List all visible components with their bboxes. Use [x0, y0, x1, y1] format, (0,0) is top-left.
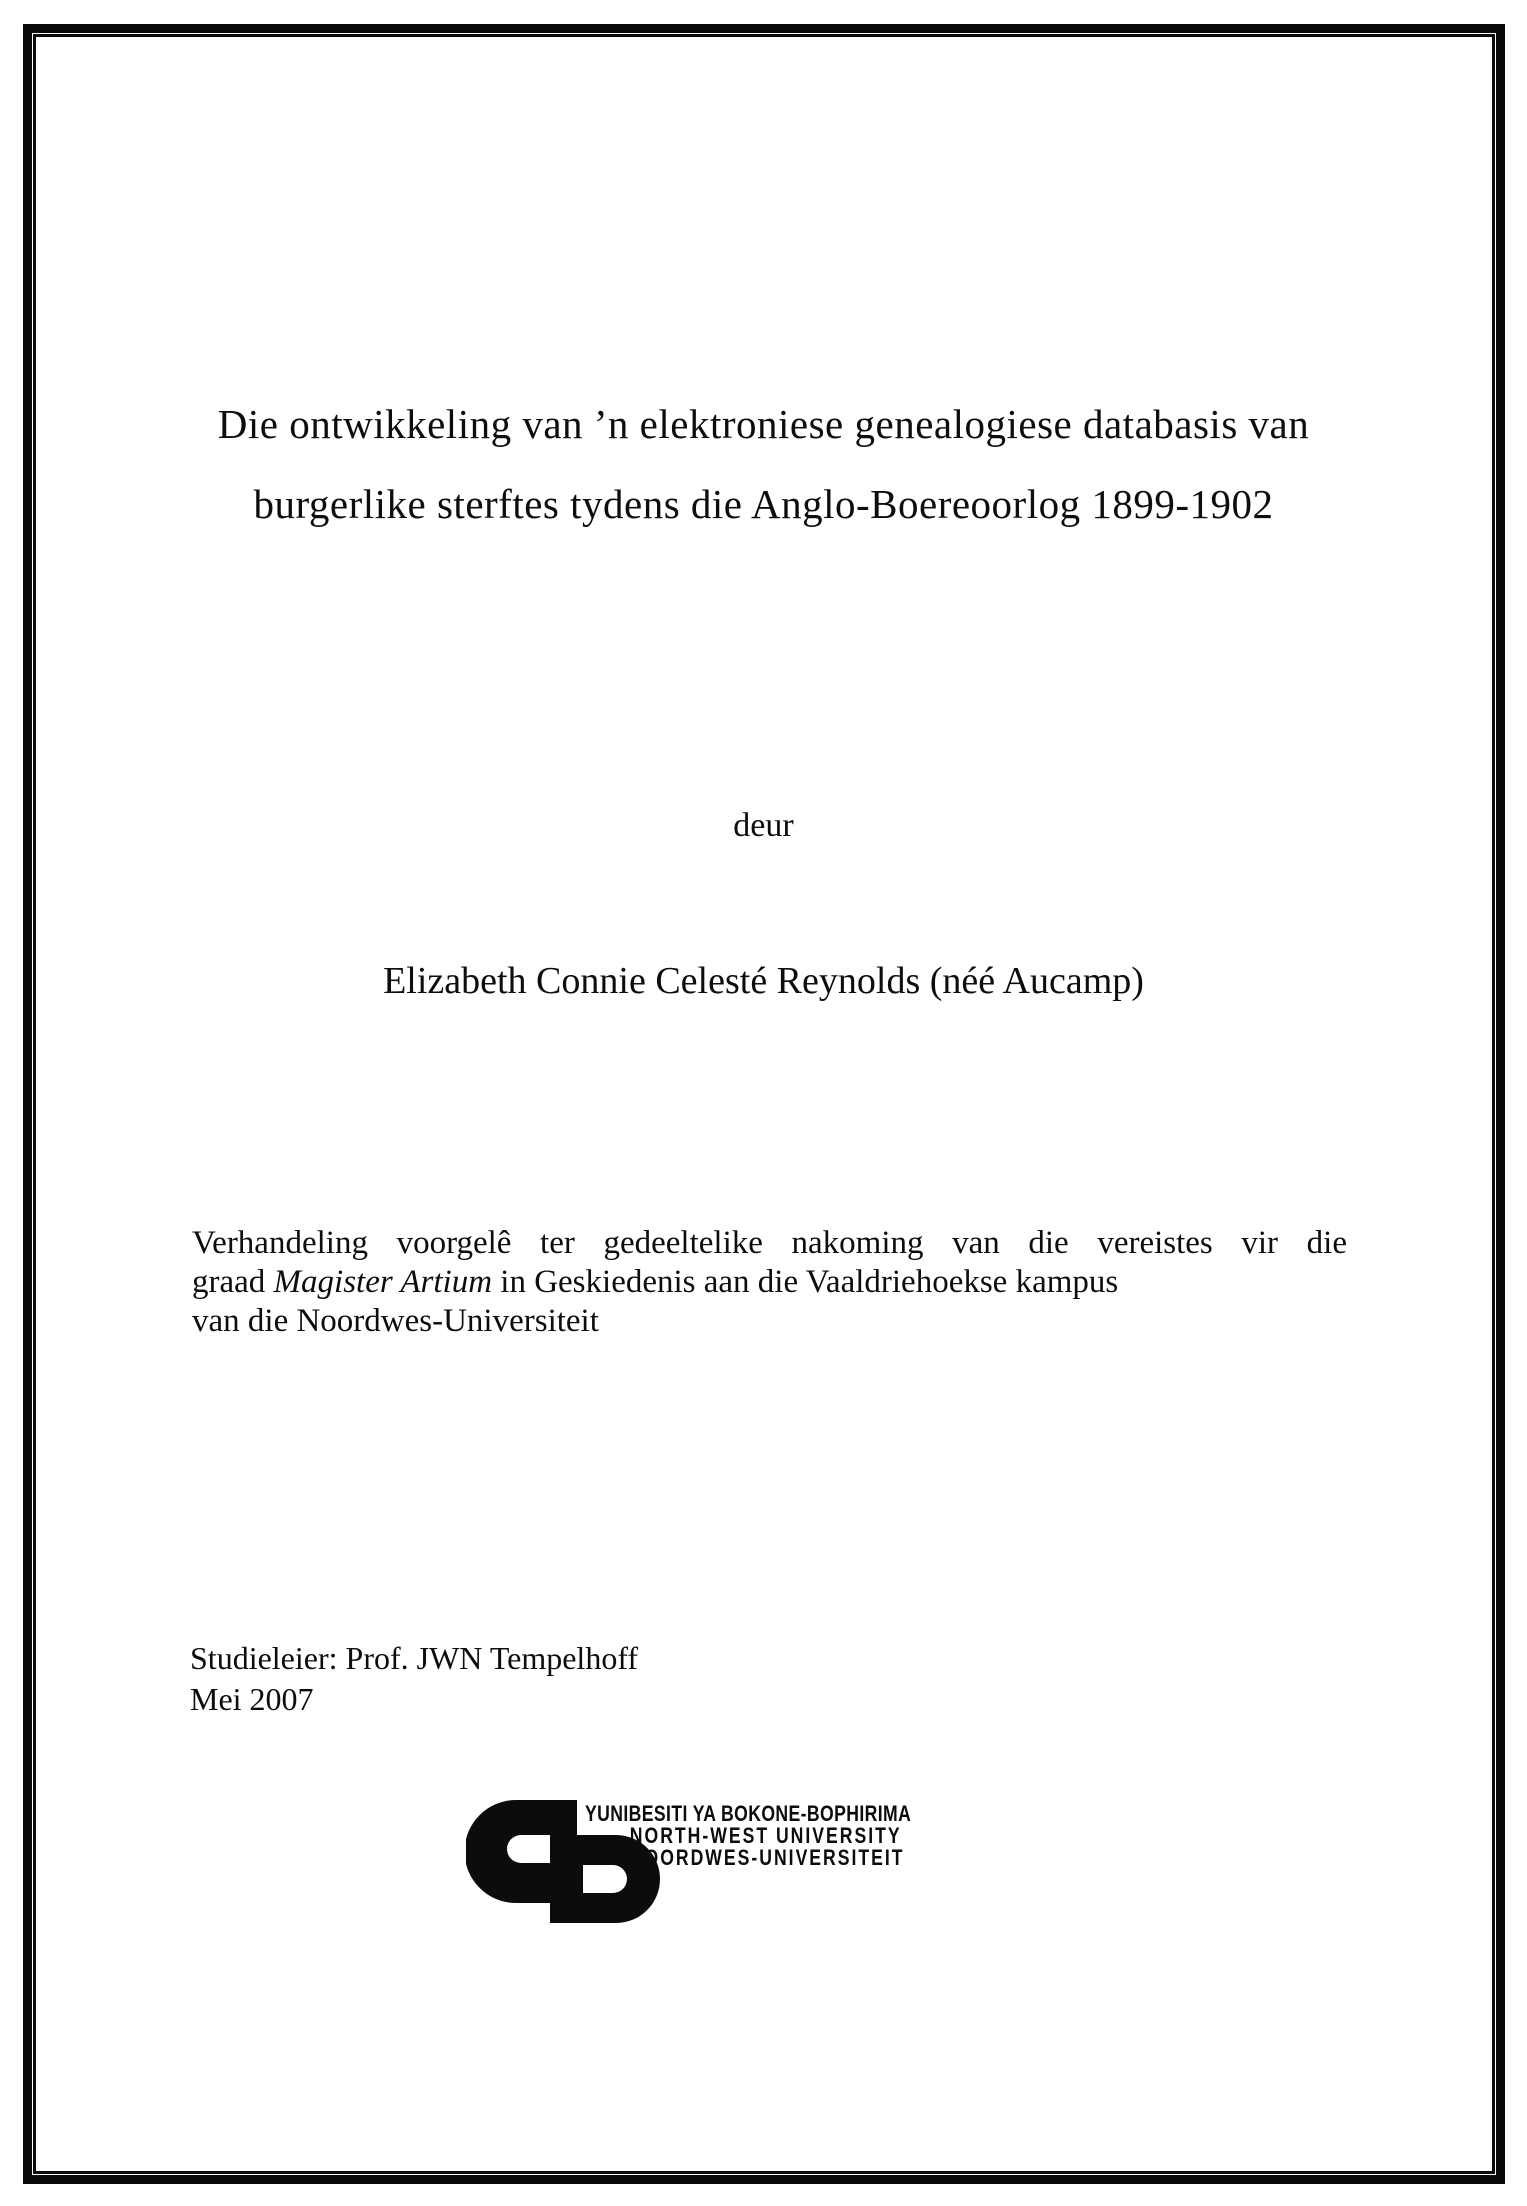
supervisor-block — [190, 1638, 638, 1720]
degree-statement — [192, 1224, 1347, 1341]
author-name: Elizabeth Connie Celesté Reynolds (néé Aucamp) — [383, 960, 1144, 1002]
date-line: Mei 2007 — [190, 1681, 314, 1717]
thesis-title — [100, 384, 1427, 544]
logo-line-afrikaans: NOORDWES-UNIVERSITEIT — [629, 1845, 905, 1870]
university-logo — [466, 1796, 1106, 1946]
statement-line-2-pre: graad — [192, 1264, 274, 1300]
statement-line-1: Verhandeling voorgelê ter gedeeltelike nakoming van die vereistes vir die — [192, 1225, 1347, 1261]
degree-name-italic: Magister Artium — [273, 1264, 493, 1300]
logo-line-english: NORTH-WEST UNIVERSITY — [629, 1823, 902, 1848]
statement-line-3: van die Noordwes-Universiteit — [192, 1303, 599, 1339]
thesis-title-line-2: burgerlike sterftes tydens die Anglo-Boereoorlog 1899-1902 — [253, 481, 1274, 527]
byline-deur: deur — [733, 807, 794, 844]
thesis-title-line-1: Die ontwikkeling van ’n elektroniese genealogiese databasis van — [217, 401, 1310, 447]
statement-line-2 — [192, 1263, 1347, 1302]
statement-line-2-post: in Geskiedenis aan die Vaaldriehoekse kampus — [492, 1264, 1119, 1300]
logo-wordmark — [585, 1803, 911, 1869]
logo-line-setswana: YUNIBESITI YA BOKONE-BOPHIRIMA — [585, 1801, 912, 1826]
supervisor-line: Studieleier: Prof. JWN Tempelhoff — [190, 1640, 639, 1676]
